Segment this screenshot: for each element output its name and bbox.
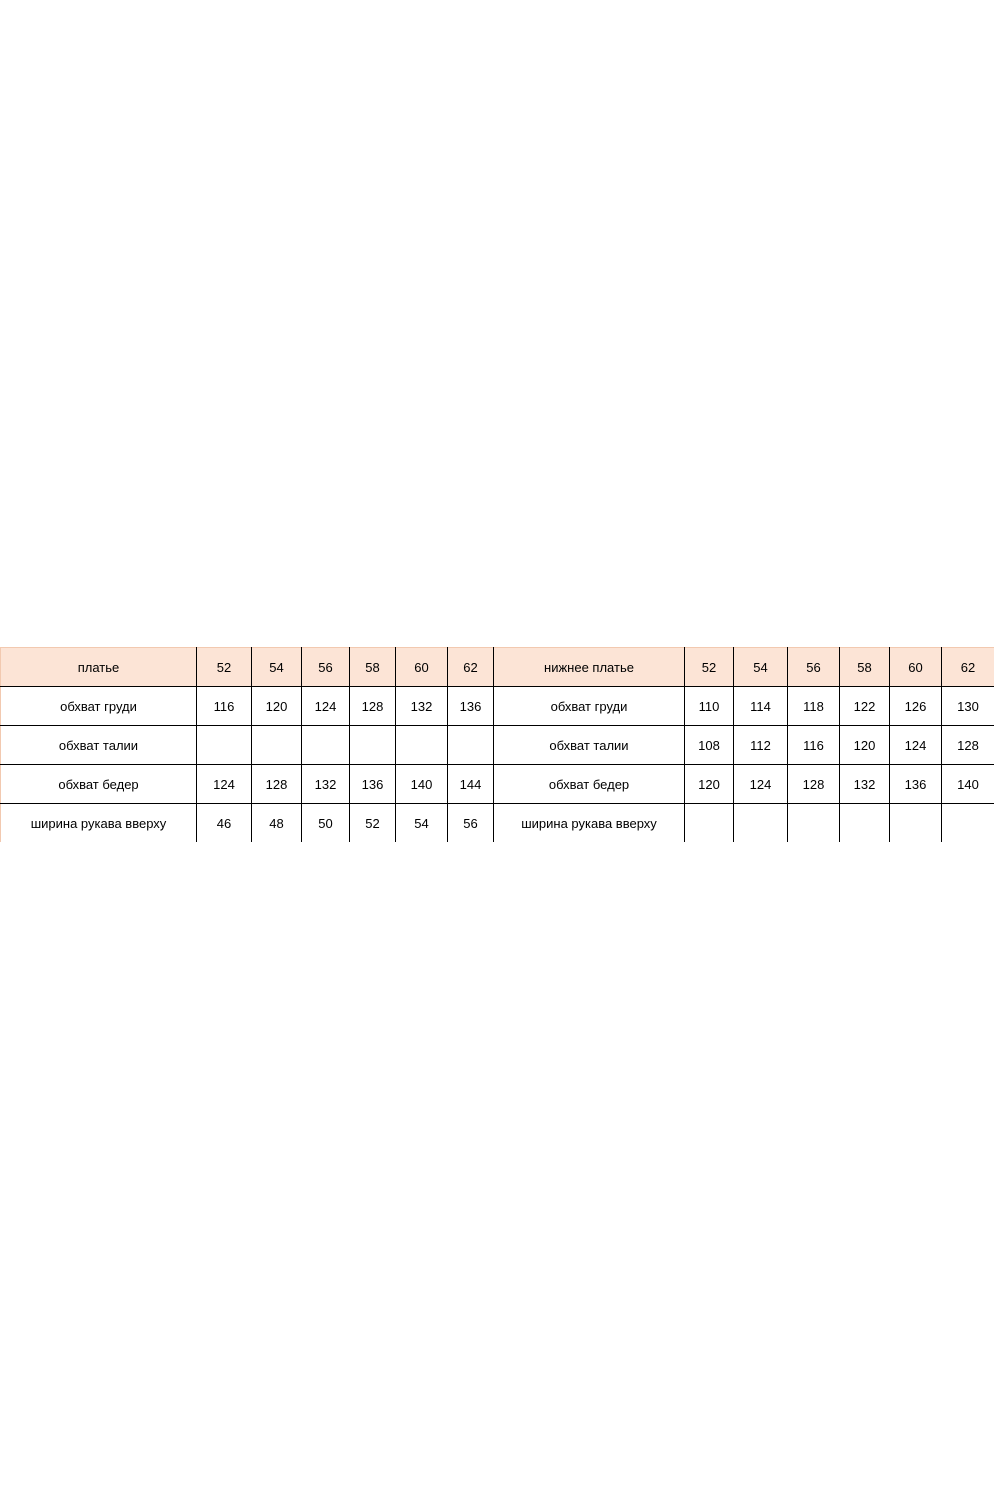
underdress-value-cell bbox=[788, 804, 840, 843]
dress-value-cell: 48 bbox=[252, 804, 302, 843]
dress-size-cell: 52 bbox=[197, 648, 252, 687]
dress-value-cell: 50 bbox=[302, 804, 350, 843]
dress-value-cell: 56 bbox=[448, 804, 494, 843]
dress-value-cell bbox=[396, 726, 448, 765]
dress-row-label: ширина рукава вверху bbox=[1, 804, 197, 843]
dress-value-cell bbox=[350, 726, 396, 765]
dress-value-cell: 124 bbox=[302, 687, 350, 726]
dress-value-cell: 120 bbox=[252, 687, 302, 726]
dress-value-cell: 132 bbox=[396, 687, 448, 726]
underdress-value-cell: 120 bbox=[840, 726, 890, 765]
underdress-value-cell: 124 bbox=[890, 726, 942, 765]
underdress-value-cell: 130 bbox=[942, 687, 994, 726]
dress-value-cell: 128 bbox=[252, 765, 302, 804]
underdress-value-cell: 132 bbox=[840, 765, 890, 804]
underdress-value-cell: 140 bbox=[942, 765, 994, 804]
underdress-value-cell: 116 bbox=[788, 726, 840, 765]
underdress-value-cell: 128 bbox=[788, 765, 840, 804]
dress-size-cell: 56 bbox=[302, 648, 350, 687]
dress-value-cell: 136 bbox=[350, 765, 396, 804]
underdress-size-cell: 56 bbox=[788, 648, 840, 687]
dress-row-label: обхват бедер bbox=[1, 765, 197, 804]
underdress-row-label: обхват груди bbox=[494, 687, 685, 726]
underdress-size-cell: 52 bbox=[685, 648, 734, 687]
dress-size-cell: 60 bbox=[396, 648, 448, 687]
table-row-chest bbox=[1, 687, 994, 726]
underdress-value-cell: 122 bbox=[840, 687, 890, 726]
dress-value-cell: 136 bbox=[448, 687, 494, 726]
underdress-size-cell: 62 bbox=[942, 648, 994, 687]
dress-value-cell: 54 bbox=[396, 804, 448, 843]
dress-value-cell: 46 bbox=[197, 804, 252, 843]
underdress-value-cell bbox=[890, 804, 942, 843]
underdress-value-cell: 110 bbox=[685, 687, 734, 726]
underdress-value-cell bbox=[840, 804, 890, 843]
underdress-value-cell: 126 bbox=[890, 687, 942, 726]
dress-value-cell: 144 bbox=[448, 765, 494, 804]
dress-value-cell: 132 bbox=[302, 765, 350, 804]
table-row-waist bbox=[1, 726, 994, 765]
dress-row-label: обхват груди bbox=[1, 687, 197, 726]
dress-value-cell bbox=[252, 726, 302, 765]
dress-value-cell bbox=[197, 726, 252, 765]
underdress-value-cell bbox=[685, 804, 734, 843]
header-row bbox=[1, 648, 994, 687]
table-row-hips bbox=[1, 765, 994, 804]
underdress-size-cell: 58 bbox=[840, 648, 890, 687]
underdress-value-cell: 136 bbox=[890, 765, 942, 804]
underdress-value-cell: 128 bbox=[942, 726, 994, 765]
underdress-row-label: ширина рукава вверху bbox=[494, 804, 685, 843]
dress-value-cell: 128 bbox=[350, 687, 396, 726]
underdress-value-cell bbox=[942, 804, 994, 843]
dress-value-cell: 52 bbox=[350, 804, 396, 843]
dress-size-cell: 54 bbox=[252, 648, 302, 687]
table-row-sleeve bbox=[1, 804, 994, 843]
underdress-row-label: обхват талии bbox=[494, 726, 685, 765]
dress-row-label: обхват талии bbox=[1, 726, 197, 765]
underdress-value-cell: 108 bbox=[685, 726, 734, 765]
underdress-value-cell: 120 bbox=[685, 765, 734, 804]
dress-value-cell bbox=[448, 726, 494, 765]
underdress-size-cell: 60 bbox=[890, 648, 942, 687]
dress-value-cell: 116 bbox=[197, 687, 252, 726]
underdress-row-label: обхват бедер bbox=[494, 765, 685, 804]
underdress-value-cell: 124 bbox=[734, 765, 788, 804]
underdress-title: нижнее платье bbox=[494, 648, 685, 687]
dress-title: платье bbox=[1, 648, 197, 687]
underdress-value-cell: 114 bbox=[734, 687, 788, 726]
underdress-size-cell: 54 bbox=[734, 648, 788, 687]
underdress-value-cell: 118 bbox=[788, 687, 840, 726]
dress-value-cell bbox=[302, 726, 350, 765]
dress-size-cell: 58 bbox=[350, 648, 396, 687]
dress-value-cell: 140 bbox=[396, 765, 448, 804]
dress-value-cell: 124 bbox=[197, 765, 252, 804]
size-chart-table bbox=[0, 647, 994, 842]
underdress-value-cell bbox=[734, 804, 788, 843]
dress-size-cell: 62 bbox=[448, 648, 494, 687]
underdress-value-cell: 112 bbox=[734, 726, 788, 765]
